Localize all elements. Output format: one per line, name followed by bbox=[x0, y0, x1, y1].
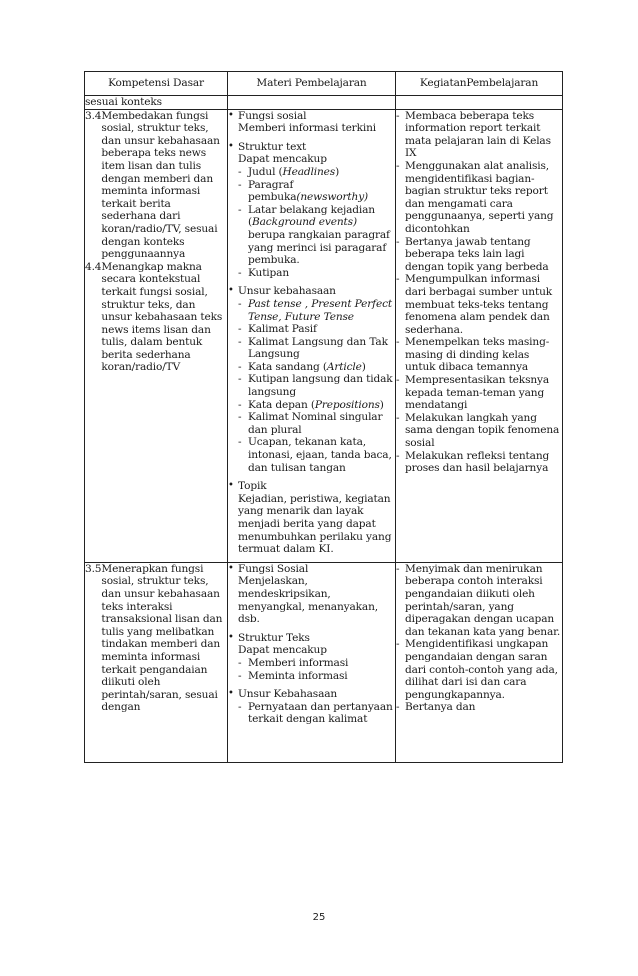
kegiatan-text: Menggunakan alat analisis, mengidentifikasi bagian-bagian struktur teks report dan mengamati cara penggunaanya, seperti yang dicontohkan bbox=[405, 159, 554, 235]
materi-section bbox=[228, 110, 395, 135]
materi-sub-item bbox=[228, 361, 395, 374]
sub-text: Kata sandang ( bbox=[248, 360, 327, 373]
sub-text: Kalimat Nominal singular dan plural bbox=[248, 411, 383, 436]
kegiatan-cell bbox=[396, 109, 563, 562]
kegiatan-item bbox=[396, 374, 562, 412]
bullet-icon: • bbox=[228, 562, 234, 574]
materi-heading bbox=[228, 632, 395, 645]
materi-heading-text: Fungsi Sosial bbox=[238, 562, 309, 575]
materi-sub-item bbox=[228, 298, 395, 323]
materi-heading-text: Struktur text bbox=[238, 140, 307, 153]
kegiatan-item bbox=[396, 160, 562, 236]
dash-icon: - bbox=[238, 203, 242, 216]
bullet-icon: • bbox=[228, 480, 234, 492]
materi-cell bbox=[228, 562, 396, 762]
kegiatan-text: Menempelkan teks masing-masing di dinding kelas untuk dibaca temannya bbox=[405, 336, 550, 374]
materi-sub-item bbox=[228, 411, 395, 436]
materi-section bbox=[228, 141, 395, 280]
continuation-cell: sesuai konteks bbox=[85, 96, 228, 110]
materi-sub-text bbox=[248, 436, 395, 474]
materi-heading-text: Unsur kebahasaan bbox=[238, 285, 336, 298]
materi-sub-item bbox=[228, 336, 395, 361]
dash-icon: - bbox=[238, 297, 242, 310]
kegiatan-item bbox=[396, 701, 562, 714]
dash-icon: - bbox=[238, 700, 242, 713]
kegiatan-text: Membaca beberapa teks information report terkait mata pelajaran lain di Kelas IX bbox=[405, 109, 551, 160]
sub-text: Pernyataan dan pertanyaan terkait dengan kalimat bbox=[248, 700, 393, 726]
bullet-icon: • bbox=[228, 140, 234, 152]
dash-icon: - bbox=[238, 669, 242, 682]
page-number: 25 bbox=[312, 912, 326, 923]
sub-text: Kata depan ( bbox=[248, 398, 315, 411]
materi-heading-text: Struktur Teks bbox=[238, 631, 310, 644]
materi-sub-item bbox=[228, 399, 395, 412]
materi-sub-text bbox=[248, 204, 395, 267]
dash-icon: - bbox=[238, 266, 242, 279]
materi-sub-text bbox=[248, 336, 395, 361]
kegiatan-text: Bertanya dan bbox=[405, 701, 476, 714]
sub-italic: Prepositions bbox=[314, 398, 380, 411]
materi-sub-text bbox=[248, 361, 395, 374]
kegiatan-text: Mengumpulkan informasi dari berbagai sumber untuk membuat teks-teks tentang fenomena alam pendek dan sederhana. bbox=[405, 273, 553, 336]
sub-italic: Article bbox=[326, 360, 362, 373]
materi-sub-item bbox=[228, 323, 395, 336]
materi-sub-item bbox=[228, 179, 395, 204]
kegiatan-text: Mengidentifikasi ungkapan pengandaian dengan saran dari contoh-contoh yang ada, dilihat dari isi dan cara pengungkapannya. bbox=[405, 638, 558, 701]
materi-sub-text bbox=[248, 411, 395, 436]
header-kegiatan-pembelajaran: KegiatanPembelajaran bbox=[396, 72, 563, 96]
empty-cell bbox=[396, 96, 563, 110]
materi-sub-item bbox=[228, 204, 395, 267]
sub-after: ) bbox=[361, 360, 366, 373]
materi-sub-item bbox=[228, 436, 395, 474]
kegiatan-text: Menyimak dan menirukan beberapa contoh interaksi pengandaian diikuti oleh perintah/saran, yang diperagakan dengan ucapan dan tekanan kata yang benar. bbox=[405, 562, 561, 638]
dash-icon: - bbox=[396, 336, 400, 349]
kd-text: Menangkap makna secara kontekstual terkait fungsi sosial, struktur teks, dan unsur kebahasaan teks news items lisan dan tulis, dalam bentuk berita sederhana koran/radio/TV bbox=[101, 260, 223, 374]
materi-cell bbox=[228, 109, 396, 562]
kegiatan-item bbox=[396, 236, 562, 274]
sub-text: Kalimat Langsung dan Tak Langsung bbox=[248, 335, 388, 361]
materi-sub-text bbox=[248, 373, 395, 398]
kegiatan-text: Melakukan refleksi tentang proses dan hasil belajarnya bbox=[405, 449, 550, 475]
dash-icon: - bbox=[396, 562, 400, 575]
dash-icon: - bbox=[238, 165, 242, 178]
kd-cell bbox=[85, 109, 228, 562]
materi-heading bbox=[228, 285, 395, 298]
dash-icon: - bbox=[238, 360, 242, 373]
kd-text: Membedakan fungsi sosial, struktur teks, dan unsur kebahasaan beberapa teks news item lisan dan tulis dengan memberi dan meminta informasi terkait berita sederhana dari koran/radio/TV, sesuai dengan konteks penggunaannya bbox=[101, 109, 220, 261]
kegiatan-text: Mempresentasikan teksnya kepada teman-teman yang mendatangi bbox=[405, 374, 550, 412]
materi-heading bbox=[228, 110, 395, 123]
empty-cell bbox=[228, 96, 396, 110]
sub-text: Meminta informasi bbox=[248, 669, 348, 682]
kd-number: 3.4 bbox=[85, 109, 102, 122]
table-row-continuation bbox=[85, 96, 563, 110]
table-header-row bbox=[85, 72, 563, 96]
table-row bbox=[85, 562, 563, 762]
kegiatan-item bbox=[396, 638, 562, 701]
dash-icon: - bbox=[396, 449, 400, 462]
kd-cell bbox=[85, 562, 228, 762]
dash-icon: - bbox=[238, 323, 242, 336]
dash-icon: - bbox=[396, 374, 400, 387]
materi-sub-text bbox=[248, 166, 395, 179]
sub-italic: Past tense , Present Perfect Tense, Future Tense bbox=[248, 297, 392, 323]
materi-section bbox=[228, 688, 395, 726]
curriculum-table bbox=[84, 71, 563, 763]
kegiatan-item bbox=[396, 412, 562, 450]
bullet-icon: • bbox=[228, 631, 234, 643]
materi-body: Dapat mencakup bbox=[238, 644, 327, 657]
materi-body: Kejadian, peristiwa, kegiatan yang menarik dan layak menjadi berita yang dapat menumbuhkan perilaku yang termuat dalam KI. bbox=[238, 492, 392, 556]
dash-icon: - bbox=[238, 335, 242, 348]
kegiatan-item bbox=[396, 336, 562, 374]
dash-icon: - bbox=[238, 411, 242, 424]
materi-sub-text bbox=[248, 399, 395, 412]
kd-item bbox=[85, 563, 227, 714]
materi-section bbox=[228, 632, 395, 682]
sub-text: Memberi informasi bbox=[248, 656, 349, 669]
materi-sub-text bbox=[248, 179, 395, 204]
materi-section bbox=[228, 563, 395, 626]
kegiatan-text: Melakukan langkah yang sama dengan topik fenomena sosial bbox=[405, 411, 560, 450]
materi-section bbox=[228, 285, 395, 474]
materi-heading-text: Fungsi sosial bbox=[238, 109, 307, 122]
dash-icon: - bbox=[396, 411, 400, 424]
materi-sub-item bbox=[228, 670, 395, 683]
dash-icon: - bbox=[396, 109, 400, 122]
materi-sub-item bbox=[228, 373, 395, 398]
sub-text: Ucapan, tekanan kata, intonasi, ejaan, tanda baca, dan tulisan tangan bbox=[248, 436, 392, 474]
materi-body: Dapat mencakup bbox=[238, 153, 327, 166]
materi-heading bbox=[228, 563, 395, 576]
materi-sub-item bbox=[228, 166, 395, 179]
kd-item bbox=[85, 110, 227, 261]
materi-sub-text bbox=[248, 701, 395, 726]
materi-sub-item bbox=[228, 267, 395, 280]
dash-icon: - bbox=[396, 273, 400, 286]
sub-after: ) bbox=[379, 398, 384, 411]
header-materi-pembelajaran: Materi Pembelajaran bbox=[228, 72, 396, 96]
dash-icon: - bbox=[396, 235, 400, 248]
kegiatan-item bbox=[396, 273, 562, 336]
sub-text: Latar belakang kejadian ( bbox=[248, 203, 375, 229]
materi-heading bbox=[228, 141, 395, 154]
materi-sub-text bbox=[248, 298, 395, 323]
header-kompetensi-dasar: Kompetensi Dasar bbox=[85, 72, 228, 96]
materi-heading-text: Topik bbox=[238, 480, 267, 493]
bullet-icon: • bbox=[228, 109, 234, 121]
sub-italic: (newsworthy) bbox=[296, 191, 369, 204]
bullet-icon: • bbox=[228, 688, 234, 700]
dash-icon: - bbox=[396, 638, 400, 651]
sub-italic: Headlines bbox=[282, 165, 336, 178]
kegiatan-item bbox=[396, 450, 562, 475]
materi-sub-item bbox=[228, 701, 395, 726]
dash-icon: - bbox=[238, 398, 242, 411]
materi-body: Menjelaskan, mendeskripsikan, menyangkal, menanyakan, dsb. bbox=[238, 575, 378, 626]
materi-heading-text: Unsur Kebahasaan bbox=[238, 688, 338, 701]
kegiatan-item bbox=[396, 563, 562, 639]
sub-after: ) bbox=[335, 165, 340, 178]
bullet-icon: • bbox=[228, 285, 234, 297]
materi-section bbox=[228, 480, 395, 556]
sub-text: Judul ( bbox=[248, 165, 283, 178]
dash-icon: - bbox=[238, 436, 242, 449]
sub-text: Paragraf pembuka bbox=[248, 178, 297, 204]
dash-icon: - bbox=[396, 159, 400, 172]
dash-icon: - bbox=[238, 656, 242, 669]
materi-heading bbox=[228, 480, 395, 493]
kegiatan-cell bbox=[396, 562, 563, 762]
kd-number: 4.4 bbox=[85, 260, 102, 273]
kegiatan-item bbox=[396, 110, 562, 160]
materi-sub-text bbox=[248, 267, 395, 280]
sub-text: Kutipan langsung dan tidak langsung bbox=[248, 373, 393, 399]
dash-icon: - bbox=[396, 701, 400, 714]
kd-number: 3.5 bbox=[85, 562, 102, 575]
sub-text: Kalimat Pasif bbox=[248, 323, 317, 336]
materi-sub-item bbox=[228, 657, 395, 670]
dash-icon: - bbox=[238, 373, 242, 386]
materi-sub-text bbox=[248, 323, 395, 336]
materi-body: Memberi informasi terkini bbox=[238, 122, 377, 135]
sub-text: Kutipan bbox=[248, 266, 290, 279]
sub-after: berupa rangkaian paragraf yang merinci isi paragaraf pembuka. bbox=[248, 228, 390, 267]
materi-sub-text bbox=[248, 670, 395, 683]
materi-sub-text bbox=[248, 657, 395, 670]
materi-heading bbox=[228, 688, 395, 701]
kegiatan-text: Bertanya jawab tentang beberapa teks lain lagi dengan topik yang berbeda bbox=[405, 235, 549, 273]
kd-item bbox=[85, 261, 227, 374]
dash-icon: - bbox=[238, 178, 242, 191]
kd-text: Menerapkan fungsi sosial, struktur teks, dan unsur kebahasaan teks interaksi transaksional lisan dan tulis yang melibatkan tindakan memberi dan meminta informasi terkait pengandaian diikuti oleh perintah/saran, sesuai dengan bbox=[101, 562, 223, 714]
table-row bbox=[85, 109, 563, 562]
sub-italic: Background events) bbox=[251, 216, 357, 229]
